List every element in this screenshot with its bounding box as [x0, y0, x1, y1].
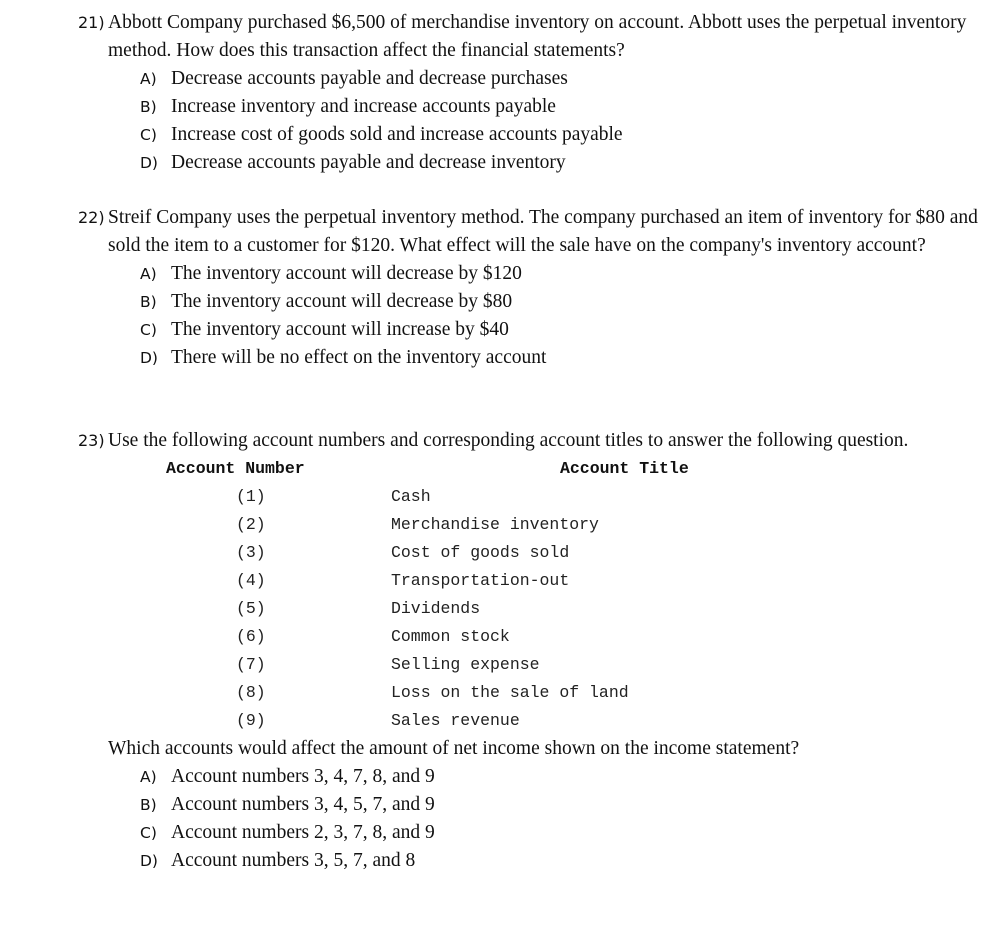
option-b — [78, 288, 978, 316]
option-b — [78, 93, 978, 121]
option-c — [78, 316, 978, 344]
option-a — [78, 763, 978, 791]
account-title: Dividends — [391, 599, 481, 618]
option-letter: B) — [140, 293, 157, 311]
option-text: Account numbers 3, 4, 7, 8, and 9 — [171, 766, 435, 787]
account-title: Cost of goods sold — [391, 543, 570, 562]
question-text: Abbott Company purchased $6,500 of merchandise inventory on account. Abbott uses the perpetual inventory method. How does this transaction affect the financial statements? — [108, 12, 967, 61]
option-text: Increase inventory and increase accounts payable — [171, 96, 556, 117]
account-number: (6) — [236, 627, 266, 646]
option-letter: C) — [140, 824, 157, 842]
question-21 — [78, 9, 978, 177]
account-table — [78, 455, 978, 735]
option-d — [78, 847, 978, 875]
option-text: The inventory account will decrease by $120 — [171, 263, 522, 284]
option-c — [78, 121, 978, 149]
option-text: Decrease accounts payable and decrease inventory — [171, 152, 566, 173]
followup-question-text: Which accounts would affect the amount of net income shown on the income statement? — [108, 738, 800, 759]
question-23 — [78, 427, 978, 875]
option-a — [78, 65, 978, 93]
question-number: 21) — [78, 13, 105, 32]
question-22 — [78, 204, 978, 372]
account-title: Selling expense — [391, 655, 540, 674]
option-letter: D) — [140, 154, 158, 172]
table-row — [78, 707, 878, 735]
account-number: (5) — [236, 599, 266, 618]
table-row — [78, 651, 878, 679]
table-row — [78, 623, 878, 651]
option-b — [78, 791, 978, 819]
option-text: There will be no effect on the inventory account — [171, 347, 547, 368]
header-account-number: Account Number — [166, 459, 305, 478]
account-number: (9) — [236, 711, 266, 730]
account-number: (8) — [236, 683, 266, 702]
option-letter: B) — [140, 98, 157, 116]
option-text: Account numbers 3, 5, 7, and 8 — [171, 850, 416, 871]
table-row — [78, 679, 878, 707]
question-number: 22) — [78, 208, 105, 227]
table-row — [78, 511, 878, 539]
account-title: Common stock — [391, 627, 510, 646]
account-number: (4) — [236, 571, 266, 590]
table-row — [78, 539, 878, 567]
option-text: Decrease accounts payable and decrease purchases — [171, 68, 568, 89]
option-text: Account numbers 3, 4, 5, 7, and 9 — [171, 794, 435, 815]
question-number: 23) — [78, 431, 105, 450]
table-row — [78, 595, 878, 623]
option-c — [78, 819, 978, 847]
table-row — [78, 483, 878, 511]
account-title: Merchandise inventory — [391, 515, 599, 534]
option-letter: C) — [140, 126, 157, 144]
option-text: The inventory account will increase by $40 — [171, 319, 509, 340]
account-title: Loss on the sale of land — [391, 683, 629, 702]
option-d — [78, 344, 978, 372]
question-text: Streif Company uses the perpetual inventory method. The company purchased an item of inventory for $80 and sold the item to a customer for $120. What effect will the sale have on the company's inventory account? — [108, 207, 978, 256]
table-row — [78, 567, 878, 595]
option-letter: B) — [140, 796, 157, 814]
account-number: (7) — [236, 655, 266, 674]
option-text: The inventory account will decrease by $80 — [171, 291, 513, 312]
account-title: Sales revenue — [391, 711, 520, 730]
option-letter: A) — [140, 265, 157, 283]
account-number: (3) — [236, 543, 266, 562]
option-letter: D) — [140, 852, 158, 870]
option-letter: A) — [140, 768, 157, 786]
question-text: Use the following account numbers and corresponding account titles to answer the following question. — [108, 430, 909, 451]
option-letter: C) — [140, 321, 157, 339]
option-letter: A) — [140, 70, 157, 88]
option-d — [78, 149, 978, 177]
account-title: Transportation-out — [391, 571, 570, 590]
option-list — [78, 260, 978, 372]
header-account-title: Account Title — [560, 459, 689, 478]
option-letter: D) — [140, 349, 158, 367]
account-number: (2) — [236, 515, 266, 534]
account-number: (1) — [236, 487, 266, 506]
account-title: Cash — [391, 487, 431, 506]
option-text: Account numbers 2, 3, 7, 8, and 9 — [171, 822, 435, 843]
option-a — [78, 260, 978, 288]
option-list — [78, 65, 978, 177]
option-list — [78, 763, 978, 875]
option-text: Increase cost of goods sold and increase accounts payable — [171, 124, 623, 145]
